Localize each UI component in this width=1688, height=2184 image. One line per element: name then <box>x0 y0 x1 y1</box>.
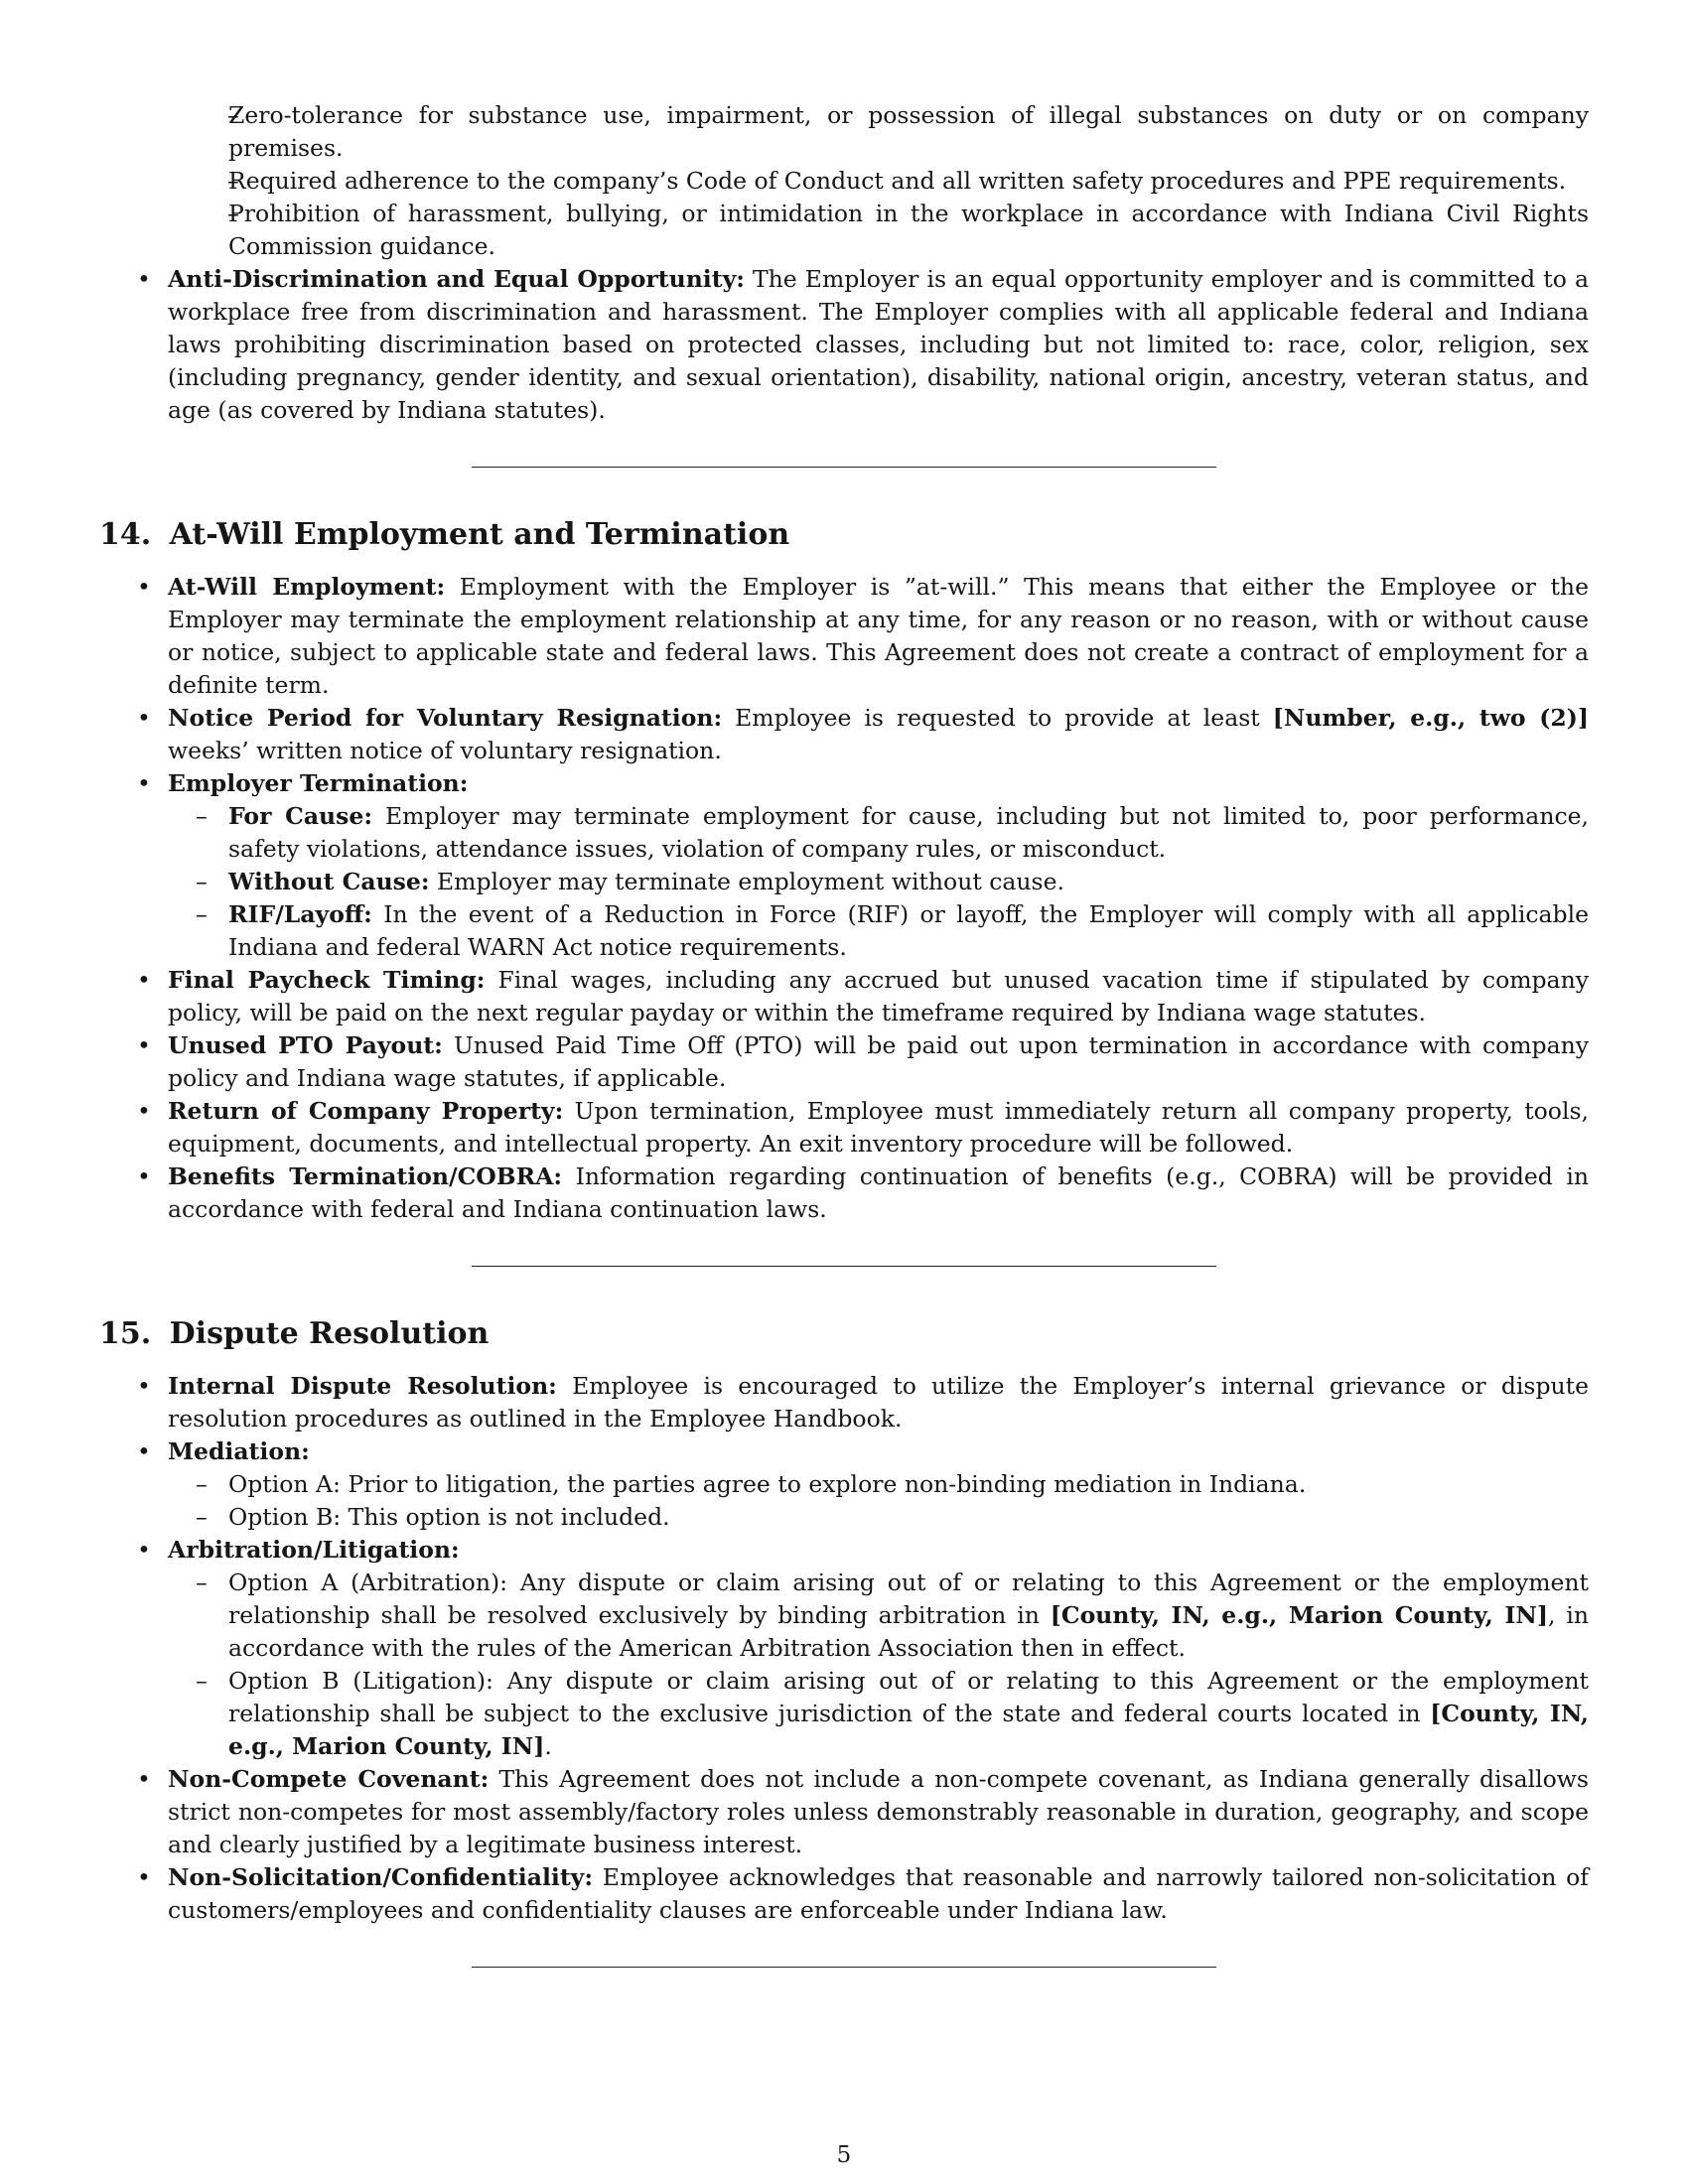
section-14-list <box>99 571 1589 1226</box>
item-text: Option A: Prior to litigation, the parties agree to explore non-binding mediation in Indiana. <box>228 1470 1307 1498</box>
list-item <box>168 1468 1589 1501</box>
item-label: Notice Period for Voluntary Resignation: <box>168 704 723 732</box>
list-item <box>99 1160 1589 1226</box>
termination-sublist <box>168 800 1589 964</box>
item-text: weeks’ written notice of voluntary resignation. <box>168 737 722 764</box>
item-text: In the event of a Reduction in Force (RIF) or layoff, the Employer will comply with all applicable Indiana and federal WARN Act notice requirements. <box>228 900 1589 961</box>
item-label: Internal Dispute Resolution: <box>168 1372 557 1400</box>
list-item <box>99 1435 1589 1534</box>
item-text: Option A (Arbitration): Any dispute or claim arising out of or relating to this Agreement or the employment relationship shall be resolved exclusively by binding arbitration in <box>228 1569 1589 1629</box>
item-text: Option B (Litigation): Any dispute or claim arising out of or relating to this Agreement or the employment relationship shall be subject to the exclusive jurisdiction of the state and federal courts located in <box>228 1667 1589 1727</box>
section-divider <box>472 467 1216 468</box>
item-text: , in accordance with the rules of the American Arbitration Association then in effect. <box>228 1601 1589 1662</box>
list-item <box>168 800 1589 866</box>
item-label: For Cause: <box>228 802 373 830</box>
section-number: 15. <box>99 1316 152 1351</box>
item-label: Unused PTO Payout: <box>168 1031 443 1059</box>
list-item <box>99 99 1589 165</box>
item-text: Upon termination, Employee must immediately return all company property, tools, equipment, documents, and intellectual property. An exit inventory procedure will be followed. <box>168 1097 1589 1158</box>
conduct-sublist <box>99 99 1589 263</box>
list-item <box>99 1029 1589 1095</box>
list-item <box>99 1095 1589 1160</box>
mediation-sublist <box>168 1468 1589 1534</box>
list-item <box>168 1665 1589 1763</box>
anti-discrimination-list <box>99 263 1589 427</box>
list-item <box>99 571 1589 702</box>
item-label: Employer Termination: <box>168 769 469 797</box>
item-text: Unused Paid Time Off (PTO) will be paid out upon termination in accordance with company policy and Indiana wage statutes, if applicable. <box>168 1031 1589 1092</box>
list-item <box>168 1501 1589 1534</box>
list-item-text: Required adherence to the company’s Code of Conduct and all written safety procedures and PPE requirements. <box>228 167 1567 195</box>
list-item <box>99 964 1589 1029</box>
section-title: At-Will Employment and Termination <box>169 517 790 552</box>
item-text: Option B: This option is not included. <box>228 1503 670 1531</box>
list-item <box>99 1370 1589 1435</box>
item-label: Final Paycheck Timing: <box>168 966 486 994</box>
item-label: Non-Solicitation/Confidentiality: <box>168 1863 594 1891</box>
section-title: Dispute Resolution <box>169 1316 490 1351</box>
list-item <box>99 767 1589 964</box>
item-text: . <box>544 1732 552 1760</box>
item-label: Benefits Termination/COBRA: <box>168 1162 563 1190</box>
item-text: The Employer is an equal opportunity employer and is committed to a workplace free from discrimination and harassment. The Employer complies with all applicable federal and Indiana laws prohibiting discrimination based on protected classes, including but not limited to: race, color, religion, sex (including pregnancy, gender identity, and sexual orientation), disability, national origin, ancestry, veteran status, and age (as covered by Indiana statutes). <box>168 265 1589 424</box>
arbitration-sublist <box>168 1567 1589 1763</box>
item-text: Information regarding continuation of benefits (e.g., COBRA) will be provided in accordance with federal and Indiana continuation laws. <box>168 1162 1589 1223</box>
list-item <box>168 1567 1589 1665</box>
list-item-text: Zero-tolerance for substance use, impairment, or possession of illegal substances on duty or on company premises. <box>228 101 1589 162</box>
list-item <box>99 1534 1589 1763</box>
list-item <box>99 263 1589 427</box>
item-text: Employment with the Employer is ”at-will.” This means that either the Employee or the Employer may terminate the employment relationship at any time, for any reason or no reason, with or without cause or notice, subject to applicable state and federal laws. This Agreement does not create a contract of employment for a definite term. <box>168 573 1589 699</box>
item-label: Return of Company Property: <box>168 1097 564 1125</box>
list-item <box>99 1763 1589 1861</box>
item-label: Anti-Discrimination and Equal Opportunity: <box>168 265 745 293</box>
placeholder-field: [County, IN, e.g., Marion County, IN] <box>1050 1601 1548 1629</box>
list-item <box>168 866 1589 898</box>
list-item <box>99 165 1589 198</box>
item-text: Final wages, including any accrued but unused vacation time if stipulated by company policy, will be paid on the next regular payday or within the timeframe required by Indiana wage statutes. <box>168 966 1589 1026</box>
list-item <box>99 198 1589 263</box>
placeholder-field: [Number, e.g., two (2)] <box>1272 704 1589 732</box>
section-divider <box>472 1266 1216 1267</box>
section-number: 14. <box>99 517 152 552</box>
item-text: Employer may terminate employment without cause. <box>437 868 1064 895</box>
item-label: RIF/Layoff: <box>228 900 372 928</box>
item-text: Employee acknowledges that reasonable and narrowly tailored non-solicitation of customers/employees and confidentiality clauses are enforceable under Indiana law. <box>168 1863 1589 1924</box>
item-text: Employee is requested to provide at least <box>735 704 1273 732</box>
section-divider <box>472 1967 1216 1968</box>
list-item <box>99 1861 1589 1927</box>
list-item <box>99 702 1589 767</box>
section-15-list <box>99 1370 1589 1927</box>
item-label: Non-Compete Covenant: <box>168 1765 490 1793</box>
item-label: Mediation: <box>168 1437 310 1465</box>
item-text: Employer may terminate employment for cause, including but not limited to, poor performance, safety violations, attendance issues, violation of company rules, or misconduct. <box>228 802 1589 863</box>
page-number: 5 <box>836 2142 852 2168</box>
item-label: Without Cause: <box>228 868 430 895</box>
section-heading <box>99 1316 1589 1352</box>
item-label: Arbitration/Litigation: <box>168 1536 460 1564</box>
page-content <box>99 99 1589 2017</box>
section-heading <box>99 517 1589 553</box>
item-text: Employee is encouraged to utilize the Employer’s internal grievance or dispute resolution procedures as outlined in the Employee Handbook. <box>168 1372 1589 1433</box>
item-text: This Agreement does not include a non-compete covenant, as Indiana generally disallows strict non-competes for most assembly/factory roles unless demonstrably reasonable in duration, geography, and scope and clearly justified by a legitimate business interest. <box>168 1765 1589 1858</box>
list-item-text: Prohibition of harassment, bullying, or intimidation in the workplace in accordance with Indiana Civil Rights Commission guidance. <box>228 200 1589 260</box>
list-item <box>168 898 1589 964</box>
item-label: At-Will Employment: <box>168 573 446 601</box>
placeholder-field: [County, IN, e.g., Marion County, IN] <box>228 1700 1589 1760</box>
